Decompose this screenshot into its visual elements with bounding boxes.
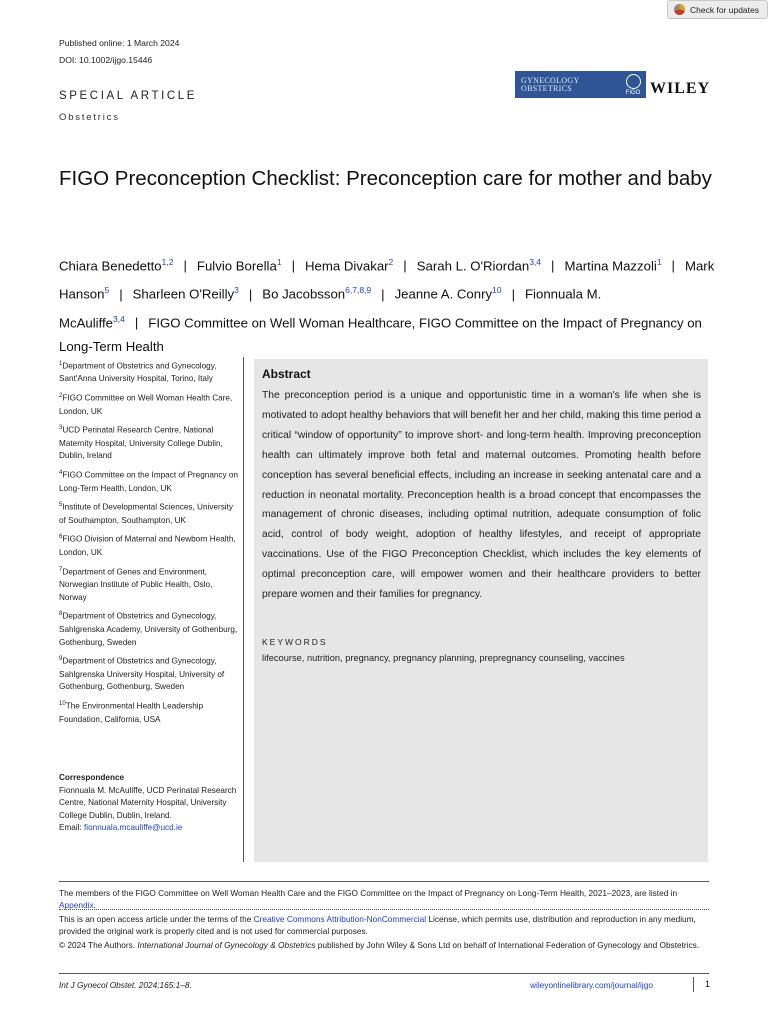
affiliation-number: 6 <box>59 534 63 541</box>
journal-logo-line2: OBSTETRICS <box>521 83 573 93</box>
author-name: Fionnuala M. McAuliffe <box>59 286 602 331</box>
affiliation-text: Institute of Developmental Sciences, University of Southampton, Southampton, UK <box>59 503 233 525</box>
published-date: Published online: 1 March 2024 <box>59 38 180 48</box>
correspondence <box>59 772 244 835</box>
affiliation-number: 2 <box>59 393 63 400</box>
figo-globe-icon <box>626 74 641 89</box>
figo-logo <box>620 71 646 98</box>
correspondence-email-line <box>59 822 244 835</box>
page-divider <box>693 977 694 992</box>
citation: Int J Gynecol Obstet. 2024;165:1–8. <box>59 980 192 990</box>
author-name: Fulvio Borella <box>196 258 277 274</box>
affiliation-number: 1 <box>59 361 63 367</box>
license-rule <box>59 909 709 910</box>
footnote-rule <box>59 881 709 882</box>
author-separator: | <box>671 258 675 274</box>
article-subject: Obstetrics <box>59 112 120 123</box>
author-name: Mark Hanson <box>59 258 715 302</box>
affiliation-text: FIGO Division of Maternal and Newborn Health, London, UK <box>59 535 236 557</box>
affiliation-item <box>59 653 241 694</box>
author-name: Sharleen O'Reilly <box>132 286 235 302</box>
affiliation-text: FIGO Committee on Well Woman Health Care, London, UK <box>59 393 233 416</box>
figo-logo-text: FIGO <box>625 89 641 96</box>
committee-footnote-end: . <box>93 900 96 911</box>
copyright-journal: International Journal of Gynecology & Obstetrics <box>137 940 316 950</box>
author-affiliation-marker[interactable]: 2 <box>388 257 394 267</box>
author-affiliation-marker[interactable]: 3,4 <box>529 257 542 267</box>
affiliation-number: 10 <box>59 701 66 708</box>
author-affiliation-marker[interactable]: 10 <box>492 285 502 296</box>
check-for-updates-button[interactable] <box>667 0 768 19</box>
copyright-footnote <box>59 939 709 951</box>
author-separator: | <box>551 258 555 274</box>
author-affiliation-marker[interactable]: 6,7,8,9 <box>345 285 372 296</box>
author-separator: | <box>248 286 253 302</box>
copyright-text-pre: © 2024 The Authors. <box>59 940 138 950</box>
author-list <box>59 250 719 359</box>
author-name: Sarah L. O'Riordan <box>416 258 530 274</box>
abstract-text: The preconception period is a unique and opportunistic time in a woman's life when she is motivated to adopt healthy behaviors that will benefit her and her child, making this time period a critical “window of opportunity” to improve short- and long-term health. Improving preconception health can ultimately improve both fetal and maternal outcomes. Promoting health before conception has several beneficial effects, including an increase in seeking antenatal care and a reduction in neonatal mortality. Preconception health is a broad concept that encompasses the management of chronic diseases, including optimal nutrition, adequate consumption of folic acid, control of body weight, adoption of healthy lifestyles, and receipt of appropriate vaccinations. Use of the FIGO Preconception Checklist, which includes the key elements of optimal preconception care, will empower women and their healthcare providers to better prepare women and their families for pregnancy. <box>262 390 702 601</box>
affiliation-text: FIGO Committee on the Impact of Pregnancy on Long-Term Health, London, UK <box>59 470 238 493</box>
affiliation-number: 9 <box>59 656 63 663</box>
author-separator: | <box>291 258 295 274</box>
page-number: 1 <box>705 979 711 989</box>
journal-logo-line1: GYNECOLOGY <box>521 75 580 85</box>
license-footnote <box>59 913 709 938</box>
abstract-heading: Abstract <box>262 367 311 381</box>
journal-url-link[interactable]: wileyonlinelibrary.com/journal/ijgo <box>530 980 653 990</box>
affiliation-text: Department of Obstetrics and Gynecology, Sahlgrenska Academy, University of Gothenburg, Gothenburg, Sweden <box>59 612 238 647</box>
author-affiliation-marker[interactable]: 1 <box>276 257 282 267</box>
author-separator: | <box>183 258 187 274</box>
keywords: lifecourse, nutrition, pregnancy, pregnancy planning, prepregnancy counseling, vaccines <box>262 653 625 663</box>
doi: DOI: 10.1002/ijgo.15446 <box>59 55 153 65</box>
affiliation-text: The Environmental Health Leadership Foundation, California, USA <box>59 701 204 724</box>
license-link[interactable]: Creative Commons Attribution-NonCommercial <box>253 914 427 924</box>
author-name: Jeanne A. Conry <box>394 286 493 302</box>
affiliation-text: Department of Obstetrics and Gynecology, Sahlgrenska University Hospital, University of Gothenburg, Gothenburg, Sweden <box>59 656 225 692</box>
committee-footnote <box>59 887 709 912</box>
check-for-updates-label: Check for updates <box>690 4 759 15</box>
publisher-logo: WILEY <box>650 80 711 97</box>
copyright-text-post: published by John Wiley & Sons Ltd on behalf of International Federation of Gynecology and Obstetrics. <box>315 940 700 950</box>
article-type: SPECIAL ARTICLE <box>59 90 198 102</box>
affiliation-text: Department of Genes and Environment, Norwegian Institute of Public Health, Oslo, Norway <box>59 567 213 602</box>
author-affiliation-marker[interactable]: 1,2 <box>161 257 174 267</box>
affiliation-number: 8 <box>59 611 63 618</box>
affiliation-item <box>59 358 241 386</box>
crossmark-icon <box>674 4 685 15</box>
author-separator: | <box>381 286 385 302</box>
committee-footnote-text: The members of the FIGO Committee on Well Woman Health Care and the FIGO Committee on the Impact of Pregnancy on Long-Term Health, 2021–2023, are listed in <box>59 888 678 898</box>
author-name: Hema Divakar <box>305 258 389 274</box>
affiliations <box>59 358 241 730</box>
author-name: Martina Mazzoli <box>564 258 657 274</box>
author-separator: | <box>119 286 123 302</box>
affiliation-item <box>59 608 241 649</box>
affiliation-number: 7 <box>59 566 63 573</box>
affiliation-item <box>59 531 241 559</box>
affiliation-text: Department of Obstetrics and Gynecology, Sant'Anna University Hospital, Torino, Italy <box>59 361 217 384</box>
affiliation-item <box>59 422 241 463</box>
affiliation-item <box>59 698 241 726</box>
license-text-pre: This is an open access article under the terms of the <box>59 914 254 924</box>
journal-logo <box>515 71 620 98</box>
author-affiliation-marker[interactable]: 5 <box>104 285 110 296</box>
affiliation-item <box>59 564 241 605</box>
affiliation-number: 5 <box>59 502 63 509</box>
affiliation-text: UCD Perinatal Research Centre, National Maternity Hospital, University College Dublin, Dublin, Ireland <box>59 426 223 461</box>
author-separator: | <box>511 286 515 302</box>
author-affiliation-marker[interactable]: 3,4 <box>113 313 125 324</box>
article-title: FIGO Preconception Checklist: Preconception care for mother and baby <box>59 167 712 190</box>
footer-rule <box>59 973 709 974</box>
appendix-link[interactable]: Appendix <box>59 900 94 911</box>
author-affiliation-marker[interactable]: 1 <box>656 257 662 267</box>
author-name: Bo Jacobsson <box>262 286 346 302</box>
affiliation-number: 3 <box>59 425 63 432</box>
author-name: Chiara Benedetto <box>59 258 162 274</box>
author-name: FIGO Committee on Well Woman Healthcare, FIGO Committee on the Impact of Pregnancy on Long-Term Health <box>59 315 702 355</box>
affiliation-item <box>59 467 241 495</box>
affiliation-number: 4 <box>59 470 63 477</box>
author-separator: | <box>134 315 139 331</box>
keywords-heading: KEYWORDS <box>262 637 328 647</box>
correspondence-body: Fionnuala M. McAuliffe, UCD Perinatal Research Centre, National Maternity Hospital, University College Dublin, Dublin, Ireland. <box>59 785 237 820</box>
email-link[interactable]: fionnuala.mcauliffe@ucd.ie <box>84 823 183 832</box>
license-text-post: License, which permits use, distribution and reproduction in any medium, provided the original work is properly cited and is not used for commercial purposes. <box>59 914 696 937</box>
correspondence-heading: Correspondence <box>59 773 125 782</box>
author-affiliation-marker[interactable]: 3 <box>234 285 239 296</box>
affiliation-item <box>59 499 241 527</box>
affiliation-item <box>59 390 241 418</box>
email-label: Email: <box>59 823 85 832</box>
author-separator: | <box>403 258 407 274</box>
